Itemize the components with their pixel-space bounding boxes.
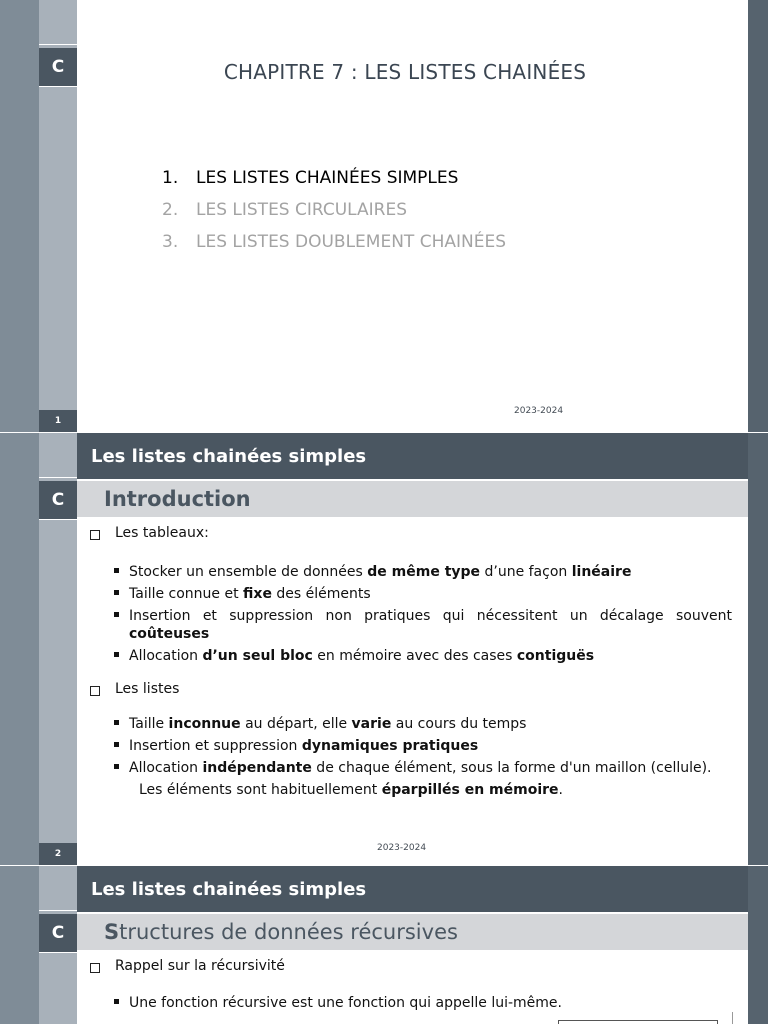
slide-body — [90, 525, 732, 799]
corner-letter-badge: C — [39, 48, 77, 86]
square-bullet-icon — [90, 686, 100, 696]
slide-1 — [0, 0, 768, 432]
corner-letter-badge: C — [39, 914, 77, 952]
list-item: Une fonction récursive est une fonction qui appelle lui-même. — [90, 994, 732, 1012]
section-header: Les listes chainées simples — [77, 866, 748, 912]
slide-2 — [0, 433, 768, 865]
slide-3 — [0, 866, 768, 1024]
diagram-box — [558, 1020, 718, 1024]
toc-item[interactable]: 3. LES LISTES DOUBLEMENT CHAINÉES — [162, 232, 506, 252]
footer-date: 2023-2024 — [377, 843, 427, 853]
square-bullet-icon — [90, 963, 100, 973]
corner-letter-badge: C — [39, 481, 77, 519]
page-number: 1 — [39, 410, 77, 432]
list-item: Taille connue et fixe des éléments — [90, 585, 732, 603]
slide-subtitle: Introduction — [77, 481, 748, 517]
list-item: Allocation indépendante de chaque élément, sous la forme d'un maillon (cellule). — [90, 759, 732, 777]
toc-item[interactable]: 2. LES LISTES CIRCULAIRES — [162, 200, 408, 220]
table-of-contents — [162, 168, 506, 264]
list-item: Insertion et suppression non pratiques qui nécessitent un décalage souvent coûteuses — [90, 607, 732, 643]
page-number: 2 — [39, 843, 77, 865]
slide-body — [90, 958, 732, 1012]
slide-subtitle: S tructures de données récursives — [77, 914, 748, 950]
list-item-continuation: Les éléments sont habituellement éparpillés en mémoire. — [139, 782, 563, 798]
checkbox-bullet: Les listes — [90, 681, 732, 697]
checkbox-bullet: Rappel sur la récursivité — [90, 958, 732, 974]
section-header: Les listes chainées simples — [77, 433, 748, 479]
toc-item[interactable]: 1. LES LISTES CHAINÉES SIMPLES — [162, 168, 459, 188]
list-item: Taille inconnue au départ, elle varie au cours du temps — [90, 715, 732, 733]
list-item: Stocker un ensemble de données de même type d’une façon linéaire — [90, 563, 732, 581]
square-bullet-icon — [90, 530, 100, 540]
chapter-title: CHAPITRE 7 : LES LISTES CHAINÉES — [223, 60, 587, 84]
list-item: Allocation d’un seul bloc en mémoire avec des cases contiguës — [90, 647, 732, 665]
list-item: Insertion et suppression dynamiques pratiques — [90, 737, 732, 755]
checkbox-bullet: Les tableaux: — [90, 525, 732, 541]
footer-date: 2023-2024 — [514, 406, 564, 416]
